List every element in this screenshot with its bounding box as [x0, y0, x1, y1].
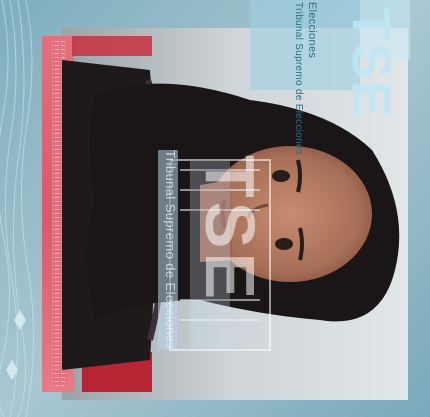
right-eye [275, 238, 293, 250]
tse-logo-large: TSE [191, 155, 269, 304]
watermark-text: Tribunal Supremo de Elecciones [163, 150, 178, 350]
authority-line-1: Elecciones [306, 2, 318, 59]
left-eye [272, 170, 290, 182]
accent-red-block-top [72, 36, 152, 56]
authority-line-2: Tribunal Supremo de Elecciones [293, 2, 304, 156]
tse-logo-small: TSE [341, 8, 401, 120]
left-eyebrow [298, 160, 300, 192]
right-eyebrow [300, 228, 302, 260]
